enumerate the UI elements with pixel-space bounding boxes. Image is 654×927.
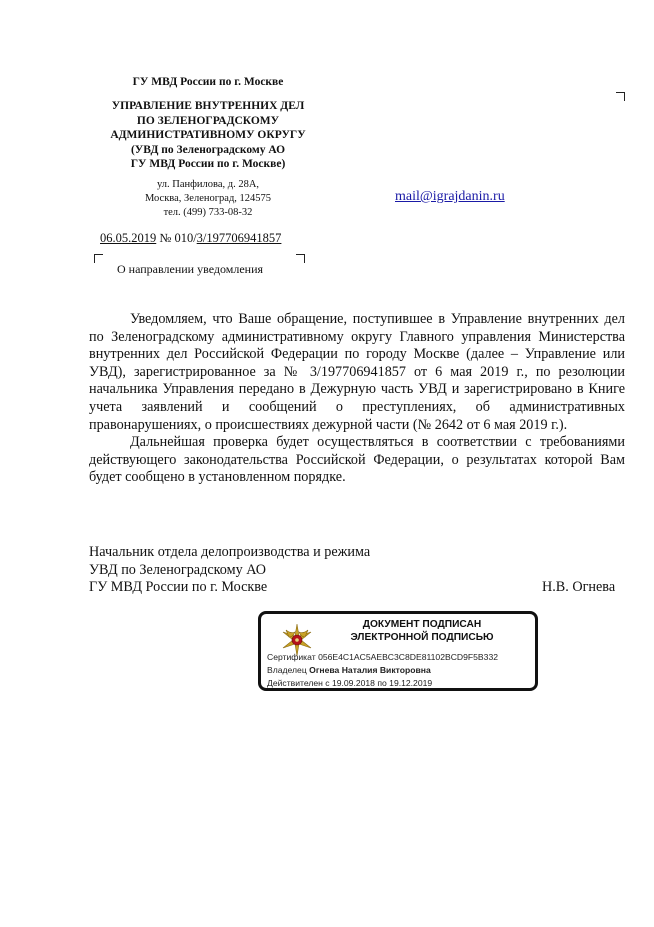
subject-bracket-left [94,254,103,263]
department-line: (УВД по Зеленоградскому АО [130,143,286,156]
ministry-name: ГУ МВД России по г. Москве [132,76,284,88]
department-line: УПРАВЛЕНИЕ ВНУТРЕННИХ ДЕЛ [111,100,305,112]
department-line: ГУ МВД России по г. Москве) [130,158,286,170]
number-sign: № [159,231,172,245]
department-line: АДМИНИСТРАТИВНОМУ ОКРУГУ [110,129,306,141]
department-line: ПО ЗЕЛЕНОГРАДСКОМУ [136,114,280,127]
signer-title [89,544,370,597]
owner-value: Огнева Наталия Викторовна [309,665,431,675]
document-subject: О направлении уведомления [117,262,264,276]
stamp-certificate [267,652,498,662]
address-line: Москва, Зеленоград, 124575 [144,193,272,204]
document-date: 06.05.2019 [100,231,157,245]
recipient-email-link[interactable]: mail@igrajdanin.ru [395,189,505,204]
stamp-validity: Действителен с 19.09.2018 по 19.12.2019 [267,678,433,688]
department-address [64,178,352,220]
letter-body [89,311,625,487]
body-paragraph: Уведомляем, что Ваше обращение, поступившее в Управление внутренних дел по Зеленоградскому административному округу Главного управления Министерства внутренних дел Российской Федерации по городу Москве (далее – Управление или УВД), зарегистрированное за № 3/197706941857 от 6 мая 2019 г., по резолюции начальника Управления передано в Дежурную часть УВД и зарегистрировано в Книге учета заявлений и сообщений о преступлениях, об административных правонарушениях, о происшествиях дежурной части (№ 2642 от 6 мая 2019 г.). [89,311,625,433]
certificate-value: 056E4C1AC5AEBC3C8DE81102BCD9F5B332 [318,652,499,662]
certificate-label: Сертификат [267,652,316,662]
signer-title-line: Начальник отдела делопроизводства и режима [89,544,371,560]
signer-title-line: ГУ МВД России по г. Москве [89,579,268,596]
stamp-title-line: ЭЛЕКТРОННОЙ ПОДПИСЬЮ [350,631,494,643]
address-line: ул. Панфилова, д. 28А, [156,179,260,190]
owner-label: Владелец [267,665,307,675]
document-number: 3/197706941857 [196,231,282,245]
subject-bracket-right [296,254,305,263]
signer-title-line: УВД по Зеленоградскому АО [89,561,267,578]
department-name [64,99,352,172]
address-line: тел. (499) 733-08-32 [163,207,253,218]
body-paragraph: Дальнейшая проверка будет осуществляться в соответствии с требованиями действующего законодательства Российской Федерации, о результатах которой Вам будет сообщено в установленном порядке. [89,434,625,486]
stamp-title-line: ДОКУМЕНТ ПОДПИСАН [362,619,482,630]
addressee-bracket [616,92,625,101]
registration-line [100,231,281,246]
stamp-title [319,619,525,644]
signer-name: Н.В. Огнева [542,579,616,595]
stamp-owner [267,665,431,675]
electronic-signature-stamp [258,611,538,691]
number-prefix: 010/ [174,231,197,245]
